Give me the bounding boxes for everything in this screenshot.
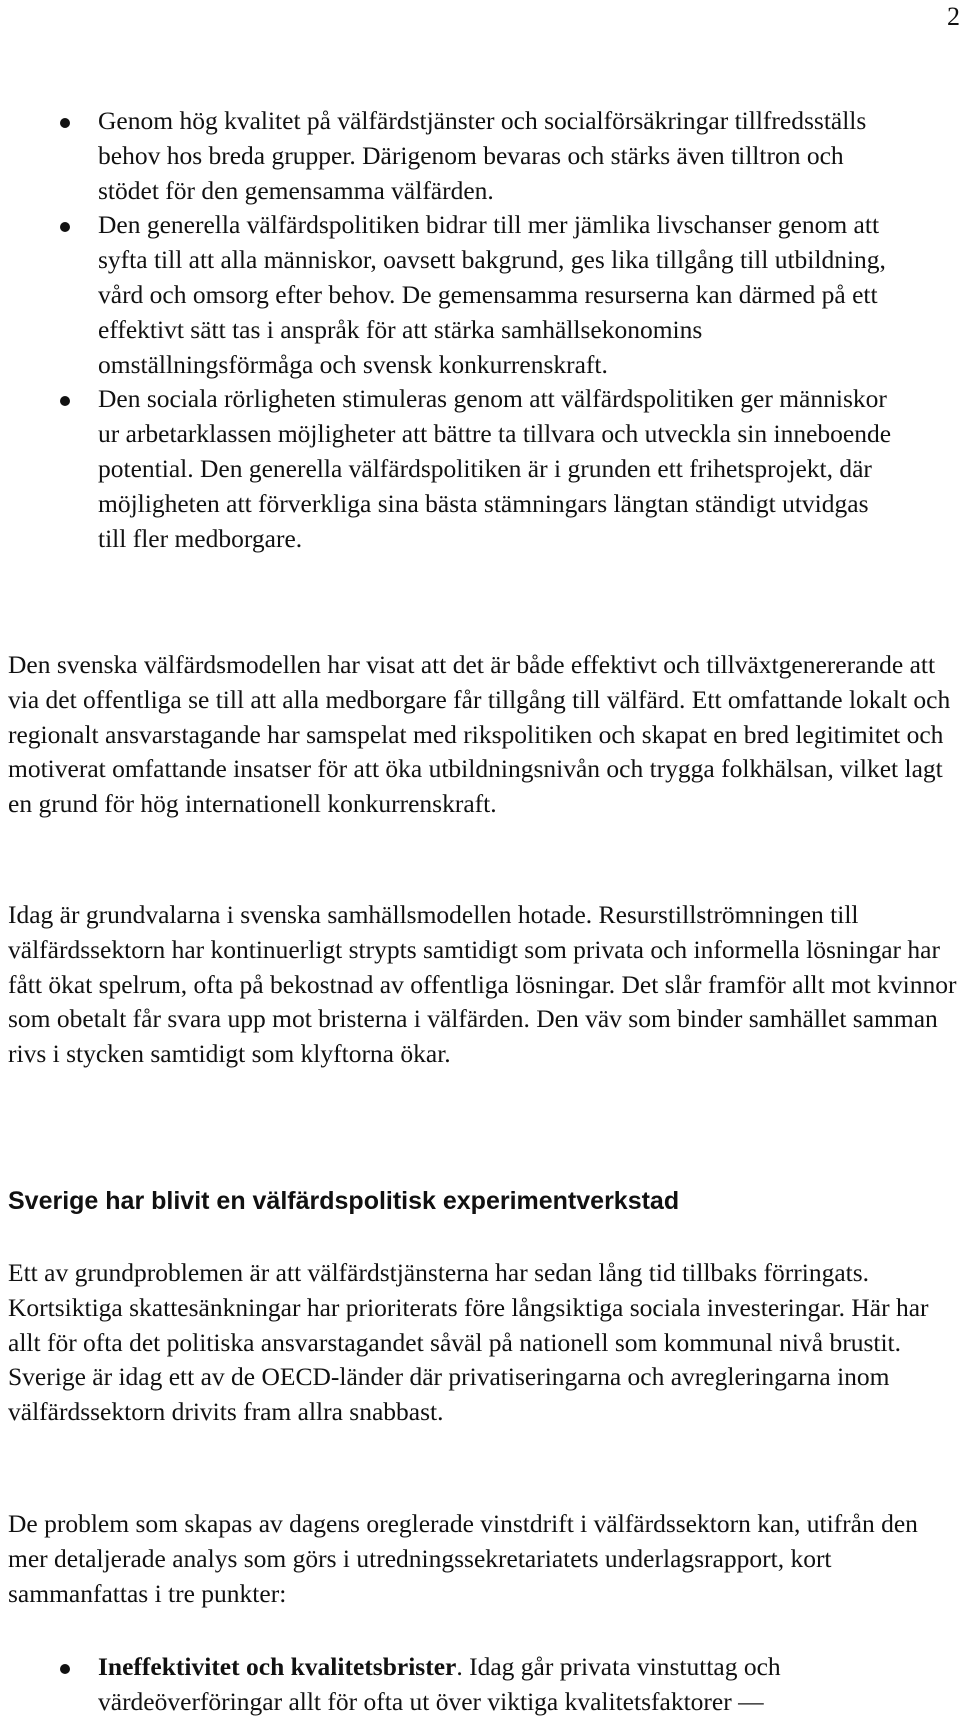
list-item-text: Den generella välfärdspolitiken bidrar till mer jämlika livschanser genom att syfta till att alla människor, oavsett bakgrund, ges lika tillgång till utbildning, vård och omsorg efter behov. De gemensamma resurserna kan därmed på ett effektivt sätt tas i anspråk för att stärka samhällsekonomins omställningsförmåga och svensk konkurrenskraft. (98, 210, 886, 379)
list-item-text: Genom hög kvalitet på välfärdstjänster och socialförsäkringar tillfredsställs behov hos breda grupper. Därigenom bevaras och stärks även tilltron och stödet för den gemensamma välfärden. (98, 106, 867, 205)
list-item (0, 104, 898, 208)
bullet-icon (60, 222, 70, 232)
list-item (0, 1650, 918, 1720)
page-number: 2 (947, 2, 960, 31)
paragraph-threatened: Idag är grundvalarna i svenska samhällsmodellen hotade. Resurstillströmningen till välfärdssektorn har kontinuerligt strypts samtidigt som privata och informella lösningar har fått ökat spelrum, ofta på bekostnad av offentliga lösningar. Det slår framför allt mot kvinnor som obetalt får svara upp mot bristerna i välfärden. Den väv som binder samhället samman rivs i stycken samtidigt som klyftorna ökar. (8, 900, 957, 1069)
bullet-list-bottom (0, 1650, 960, 1720)
section-heading: Sverige har blivit en välfärdspolitisk experimentverkstad (8, 1187, 680, 1215)
bullet-icon (60, 118, 70, 128)
list-item (0, 208, 898, 382)
paragraph-problems-intro: De problem som skapas av dagens oreglerade vinstdrift i välfärdssektorn kan, utifrån den mer detaljerade analys som görs i utredningssekretariatets underlagsrapport, kort sammanfattas i tre punkter: (8, 1509, 918, 1608)
list-item (0, 382, 898, 556)
list-item-text: . Idag går privata vinstuttag och värdeöverföringar allt för ofta ut över viktiga kvalitetsfaktorer — (98, 1652, 781, 1716)
list-item-text: Den sociala rörligheten stimuleras genom att välfärdspolitiken ger människor ur arbetarklassen möjligheter att bättre ta tillvara och utveckla sin inneboende potential. Den generella välfärdspolitiken är i grunden ett frihetsprojekt, där möjligheten att förverkliga sina bästa stämningars längtan ständigt utvidgas till fler medborgare. (98, 384, 892, 553)
paragraph-basic-problems: Ett av grundproblemen är att välfärdstjänsterna har sedan lång tid tillbaks förringats. Kortsiktiga skattesänkningar har prioriterats före långsiktiga sociala investeringar. Här har allt för ofta det politiska ansvarstagandet såväl på nationell som kommunal nivå brustit. Sverige är idag ett av de OECD-länder där privatiseringarna och avregleringarna inom välfärdssektorn drivits fram allra snabbast. (8, 1258, 929, 1427)
bullet-icon (60, 396, 70, 406)
bullet-list-top (0, 104, 960, 556)
list-item-bold-lead: Ineffektivitet och kvalitetsbrister (98, 1652, 457, 1681)
paragraph-welfare-model: Den svenska välfärdsmodellen har visat att det är både effektivt och tillväxtgenererande att via det offentliga se till att alla medborgare får tillgång till välfärd. Ett omfattande lokalt och regionalt ansvarstagande har samspelat med rikspolitiken och skapat en bred legitimitet och motiverat omfattande insatser för att öka utbildningsnivån och trygga folkhälsan, vilket lagt en grund för hög internationell konkurrenskraft. (8, 650, 951, 819)
bullet-icon (60, 1664, 70, 1674)
